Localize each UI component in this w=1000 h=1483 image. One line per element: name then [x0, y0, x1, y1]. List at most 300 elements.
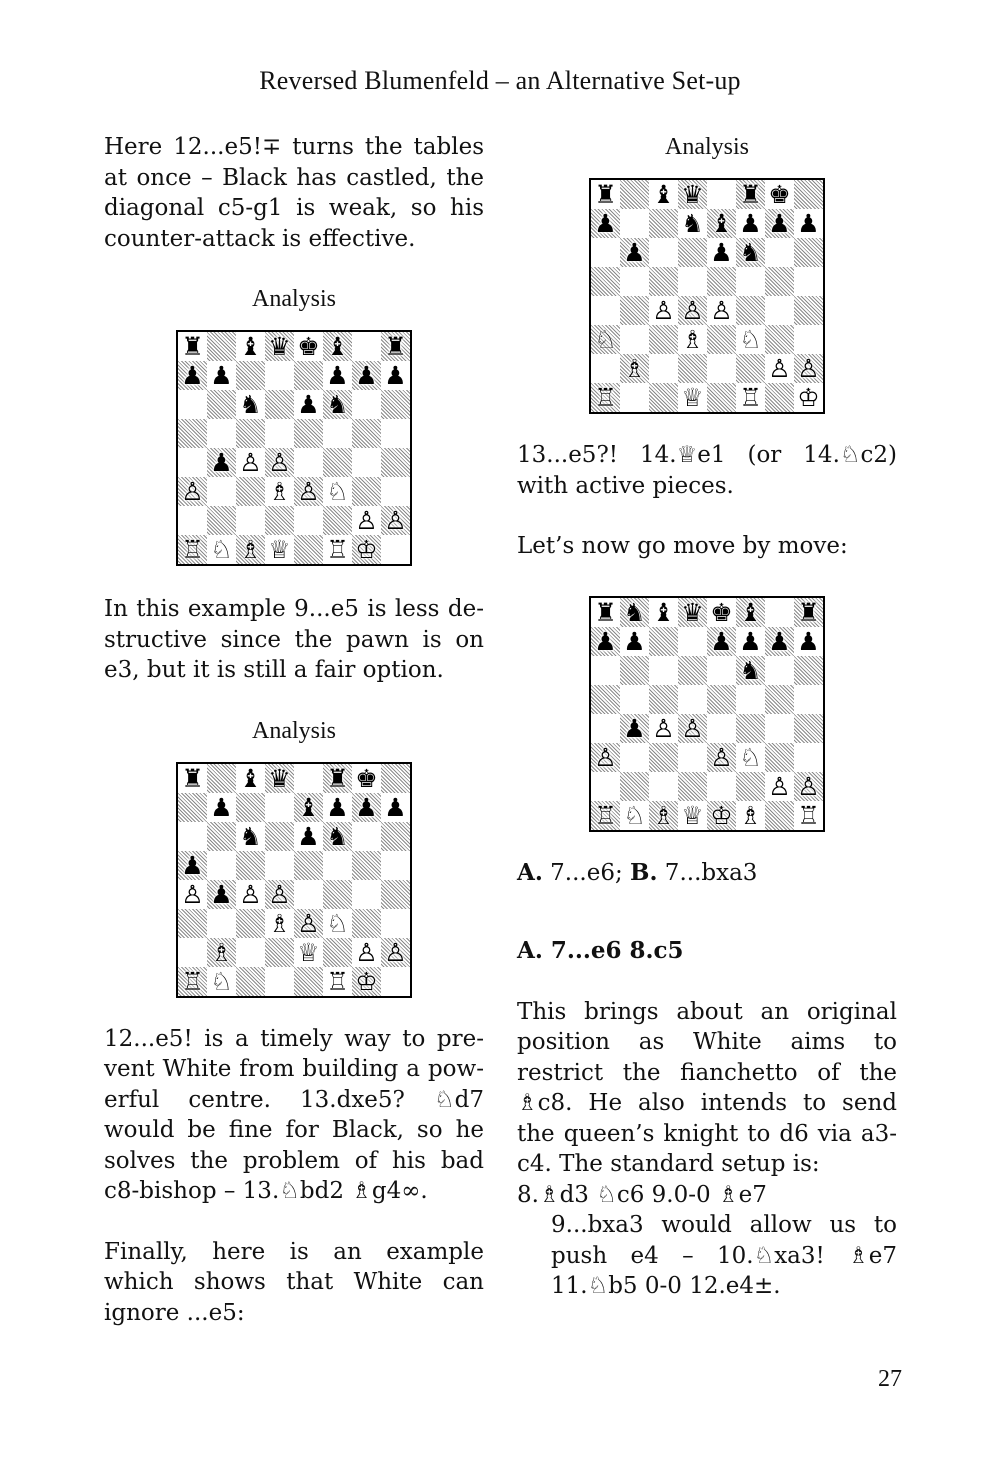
light-square [794, 801, 823, 830]
white-pawn-icon: ♙ [797, 354, 820, 383]
black-pawn-icon: ♟ [297, 390, 320, 419]
black-bishop-icon: ♝ [652, 180, 675, 209]
light-square [323, 419, 352, 448]
light-square [381, 361, 410, 390]
light-square [678, 743, 707, 772]
black-rook-icon: ♜ [594, 597, 617, 627]
dark-square [707, 801, 736, 830]
light-square [323, 361, 352, 390]
white-knight-icon: ♘ [739, 325, 762, 354]
chess-diagram [176, 762, 412, 998]
dark-square [591, 627, 620, 656]
black-pawn-icon: ♟ [384, 361, 407, 390]
black-bishop-icon: ♝ [297, 792, 320, 822]
dark-square [381, 448, 410, 477]
black-pawn-icon: ♟ [710, 238, 733, 267]
black-pawn-icon: ♟ [210, 879, 233, 909]
white-rook-icon: ♖ [594, 383, 617, 412]
dark-square [765, 383, 794, 412]
white-pawn-icon: ♙ [652, 296, 675, 325]
dark-square [236, 477, 265, 506]
dark-square [765, 801, 794, 830]
dark-square [381, 822, 410, 851]
dark-square [649, 383, 678, 412]
light-square [323, 967, 352, 996]
light-square [678, 267, 707, 296]
dark-square [765, 685, 794, 714]
white-king-icon: ♔ [355, 966, 378, 996]
white-pawn-icon: ♙ [384, 937, 407, 967]
white-queen-icon: ♕ [268, 535, 291, 564]
dark-square [678, 354, 707, 383]
light-square [294, 506, 323, 535]
black-pawn-icon: ♟ [797, 626, 820, 656]
black-bishop-icon: ♝ [652, 597, 675, 627]
black-pawn-icon: ♟ [355, 361, 378, 390]
light-square [591, 656, 620, 685]
light-square [236, 448, 265, 477]
paragraph-indented: 9...bxa3 would allow us to push e4 – 10.♘xa3! ♗e7 11.♘b5 0-0 12.e4±. [551, 1212, 897, 1299]
dark-square [381, 938, 410, 967]
white-pawn-icon: ♙ [297, 477, 320, 506]
light-square [352, 822, 381, 851]
black-pawn-icon: ♟ [210, 448, 233, 477]
dark-square [178, 419, 207, 448]
dark-square [765, 627, 794, 656]
dark-square [207, 332, 236, 361]
paragraph: Let’s now go move by move: [517, 533, 848, 559]
dark-square [736, 598, 765, 627]
black-rook-icon: ♜ [797, 597, 820, 627]
light-square [381, 967, 410, 996]
black-bishop-icon: ♝ [239, 332, 262, 361]
black-pawn-icon: ♟ [384, 792, 407, 822]
paragraph: 12...e5! is a timely way to prevent White from building a powerful centre. 13.dxe5? ♘d7 would be fine for Black, so he solves the problem of his bad c8-bishop – 13.♘bd2 ♗g4∞. [104, 1025, 484, 1204]
light-square [678, 325, 707, 354]
dark-square [207, 448, 236, 477]
left-column [104, 132, 484, 1328]
white-pawn-icon: ♙ [652, 713, 675, 743]
white-queen-icon: ♕ [297, 937, 320, 967]
dark-square [178, 477, 207, 506]
white-bishop-icon: ♗ [268, 908, 291, 938]
white-rook-icon: ♖ [326, 535, 349, 564]
light-square [794, 383, 823, 412]
light-square [207, 477, 236, 506]
dark-square [236, 851, 265, 880]
section-heading-text: A. 7...e6 8.c5 [517, 937, 684, 964]
light-square [352, 332, 381, 361]
dark-square [236, 909, 265, 938]
black-pawn-icon: ♟ [181, 850, 204, 880]
dark-square [620, 656, 649, 685]
white-queen-icon: ♕ [681, 383, 704, 412]
light-square [294, 938, 323, 967]
dark-square [294, 477, 323, 506]
black-queen-icon: ♛ [268, 763, 291, 793]
light-square [294, 332, 323, 361]
dark-square [294, 361, 323, 390]
white-knight-icon: ♘ [594, 325, 617, 354]
dark-square [649, 209, 678, 238]
black-pawn-icon: ♟ [326, 361, 349, 390]
dark-square [765, 267, 794, 296]
dark-square [765, 209, 794, 238]
dark-square [620, 238, 649, 267]
dark-square [265, 448, 294, 477]
white-bishop-icon: ♗ [681, 325, 704, 354]
paragraph: In this example 9...e5 is less destructive since the pawn is on e3, but it is still a fair option. [104, 596, 484, 683]
dark-square [591, 209, 620, 238]
black-bishop-icon: ♝ [239, 763, 262, 793]
dark-square [323, 390, 352, 419]
black-knight-icon: ♞ [239, 390, 262, 419]
black-knight-icon: ♞ [623, 597, 646, 627]
light-square [794, 325, 823, 354]
dark-square [649, 267, 678, 296]
black-bishop-icon: ♝ [326, 332, 349, 361]
dark-square [794, 598, 823, 627]
white-pawn-icon: ♙ [710, 742, 733, 772]
black-pawn-icon: ♟ [710, 626, 733, 656]
black-pawn-icon: ♟ [594, 626, 617, 656]
dark-square [620, 296, 649, 325]
dark-square [678, 656, 707, 685]
light-square [381, 851, 410, 880]
dark-square [620, 714, 649, 743]
white-rook-icon: ♖ [797, 800, 820, 830]
light-square [794, 627, 823, 656]
white-bishop-icon: ♗ [210, 937, 233, 967]
white-bishop-icon: ♗ [652, 800, 675, 830]
dark-square [678, 598, 707, 627]
white-pawn-icon: ♙ [768, 771, 791, 801]
light-square [178, 938, 207, 967]
light-square [649, 656, 678, 685]
black-pawn-icon: ♟ [797, 209, 820, 238]
black-king-icon: ♚ [297, 332, 320, 361]
dark-square [707, 627, 736, 656]
light-square [381, 793, 410, 822]
dark-square [794, 714, 823, 743]
dark-square [265, 880, 294, 909]
dark-square [207, 880, 236, 909]
section-heading [517, 936, 897, 967]
light-square [649, 714, 678, 743]
dark-square [178, 967, 207, 996]
light-square [381, 909, 410, 938]
white-pawn-icon: ♙ [268, 879, 291, 909]
black-king-icon: ♚ [710, 597, 733, 627]
white-pawn-icon: ♙ [181, 879, 204, 909]
dark-square [265, 764, 294, 793]
dark-square [678, 238, 707, 267]
light-square [591, 296, 620, 325]
white-rook-icon: ♖ [326, 966, 349, 996]
light-square [649, 772, 678, 801]
dark-square [794, 772, 823, 801]
black-pawn-icon: ♟ [297, 821, 320, 851]
black-rook-icon: ♜ [181, 332, 204, 361]
white-pawn-icon: ♙ [768, 354, 791, 383]
light-square [736, 801, 765, 830]
dark-square [649, 325, 678, 354]
light-square [736, 209, 765, 238]
light-square [649, 598, 678, 627]
light-square [323, 793, 352, 822]
light-square [323, 851, 352, 880]
white-pawn-icon: ♙ [710, 296, 733, 325]
dark-square [381, 332, 410, 361]
black-pawn-icon: ♟ [594, 209, 617, 238]
dark-square [620, 772, 649, 801]
light-square [178, 880, 207, 909]
light-square [236, 390, 265, 419]
dark-square [265, 390, 294, 419]
light-square [207, 909, 236, 938]
light-square [265, 477, 294, 506]
black-rook-icon: ♜ [384, 332, 407, 361]
light-square [736, 685, 765, 714]
dark-square [294, 793, 323, 822]
light-square [765, 238, 794, 267]
chess-diagram [589, 596, 825, 832]
dark-square [620, 598, 649, 627]
white-pawn-icon: ♙ [239, 448, 262, 477]
light-square [620, 383, 649, 412]
light-square [265, 535, 294, 564]
light-square [707, 238, 736, 267]
paragraph: Here 12...e5!∓ turns the tables at once – Black has castled, the diagonal c5-g1 is weak, so his counter-attack is effective. [104, 134, 484, 252]
white-pawn-icon: ♙ [297, 908, 320, 938]
light-square [265, 361, 294, 390]
black-bishop-icon: ♝ [739, 597, 762, 627]
light-square [236, 938, 265, 967]
dark-square [265, 822, 294, 851]
dark-square [707, 685, 736, 714]
light-square [207, 419, 236, 448]
dark-square [265, 938, 294, 967]
light-square [352, 938, 381, 967]
black-queen-icon: ♛ [268, 332, 291, 361]
dark-square [381, 506, 410, 535]
dark-square [294, 909, 323, 938]
dark-square [591, 325, 620, 354]
black-knight-icon: ♞ [239, 821, 262, 851]
dark-square [236, 419, 265, 448]
light-square [591, 598, 620, 627]
dark-square [352, 361, 381, 390]
white-knight-icon: ♘ [210, 535, 233, 564]
running-header: Reversed Blumenfeld – an Alternative Set-up [259, 66, 741, 95]
dark-square [352, 477, 381, 506]
dark-square [678, 714, 707, 743]
black-pawn-icon: ♟ [739, 209, 762, 238]
dark-square [352, 967, 381, 996]
light-square [620, 685, 649, 714]
dark-square [707, 325, 736, 354]
dark-square [323, 764, 352, 793]
light-square [591, 772, 620, 801]
white-pawn-icon: ♙ [681, 296, 704, 325]
light-square [294, 390, 323, 419]
black-knight-icon: ♞ [739, 238, 762, 267]
light-square [620, 627, 649, 656]
dark-square [236, 535, 265, 564]
light-square [178, 822, 207, 851]
light-square [765, 296, 794, 325]
dark-square [178, 535, 207, 564]
black-rook-icon: ♜ [326, 763, 349, 793]
dark-square [765, 743, 794, 772]
white-bishop-icon: ♗ [239, 535, 262, 564]
light-square [236, 332, 265, 361]
white-king-icon: ♔ [797, 383, 820, 412]
dark-square [678, 180, 707, 209]
dark-square [794, 238, 823, 267]
dark-square [591, 383, 620, 412]
black-pawn-icon: ♟ [768, 209, 791, 238]
black-knight-icon: ♞ [739, 655, 762, 685]
diagram-caption: Analysis [252, 286, 336, 312]
light-square [178, 448, 207, 477]
dark-square [649, 801, 678, 830]
white-pawn-icon: ♙ [797, 771, 820, 801]
light-square [178, 506, 207, 535]
dark-square [381, 764, 410, 793]
black-rook-icon: ♜ [594, 180, 617, 209]
light-square [294, 764, 323, 793]
light-square [265, 967, 294, 996]
dark-square [207, 506, 236, 535]
light-square [265, 909, 294, 938]
dark-square [207, 764, 236, 793]
light-square [707, 180, 736, 209]
white-pawn-icon: ♙ [268, 448, 291, 477]
white-knight-icon: ♘ [326, 908, 349, 938]
light-square [649, 180, 678, 209]
light-square [178, 332, 207, 361]
option-text: 7...e6; [542, 859, 631, 886]
dark-square [236, 967, 265, 996]
light-square [765, 772, 794, 801]
light-square [794, 743, 823, 772]
light-square [323, 535, 352, 564]
light-square [591, 354, 620, 383]
light-square [265, 793, 294, 822]
light-square [294, 448, 323, 477]
white-pawn-icon: ♙ [594, 742, 617, 772]
dark-square [352, 851, 381, 880]
black-knight-icon: ♞ [681, 209, 704, 238]
dark-square [678, 296, 707, 325]
light-square [794, 685, 823, 714]
white-pawn-icon: ♙ [681, 713, 704, 743]
light-square [707, 598, 736, 627]
paragraph: Finally, here is an example which shows that White can ignore ...e5: [104, 1238, 484, 1326]
white-king-icon: ♔ [710, 800, 733, 830]
dark-square [352, 793, 381, 822]
option-text: 7...bxa3 [657, 859, 758, 886]
light-square [294, 880, 323, 909]
black-knight-icon: ♞ [326, 390, 349, 419]
light-square [620, 209, 649, 238]
dark-square [207, 822, 236, 851]
light-square [178, 764, 207, 793]
dark-square [178, 793, 207, 822]
black-pawn-icon: ♟ [623, 238, 646, 267]
light-square [323, 909, 352, 938]
dark-square [591, 801, 620, 830]
dark-square [649, 743, 678, 772]
light-square [352, 448, 381, 477]
dark-square [294, 967, 323, 996]
light-square [352, 880, 381, 909]
light-square [265, 851, 294, 880]
diagram-caption: Analysis [665, 134, 749, 160]
light-square [207, 361, 236, 390]
white-bishop-icon: ♗ [623, 354, 646, 383]
dark-square [794, 656, 823, 685]
dark-square [294, 535, 323, 564]
dark-square [178, 361, 207, 390]
light-square [794, 267, 823, 296]
light-square [352, 764, 381, 793]
light-square [620, 267, 649, 296]
black-pawn-icon: ♟ [623, 713, 646, 743]
light-square [707, 772, 736, 801]
paragraph: 13...e5?! 14.♕e1 (or 14.♘c2) with active pieces. [517, 442, 897, 499]
light-square [352, 390, 381, 419]
dark-square [591, 267, 620, 296]
light-square [765, 656, 794, 685]
white-rook-icon: ♖ [594, 800, 617, 830]
black-pawn-icon: ♟ [739, 626, 762, 656]
light-square [765, 598, 794, 627]
light-square [591, 714, 620, 743]
black-pawn-icon: ♟ [768, 626, 791, 656]
dark-square [207, 938, 236, 967]
light-square [178, 390, 207, 419]
black-pawn-icon: ♟ [355, 792, 378, 822]
dark-square [736, 238, 765, 267]
light-square [236, 764, 265, 793]
light-square [207, 967, 236, 996]
light-square [323, 477, 352, 506]
black-pawn-icon: ♟ [210, 361, 233, 390]
light-square [736, 743, 765, 772]
light-square [207, 535, 236, 564]
dark-square [736, 656, 765, 685]
dark-square [236, 793, 265, 822]
dark-square [678, 772, 707, 801]
variation-options [517, 858, 897, 889]
dark-square [265, 332, 294, 361]
dark-square [323, 880, 352, 909]
dark-square [707, 267, 736, 296]
light-square [678, 627, 707, 656]
dark-square [323, 506, 352, 535]
page-number: 27 [878, 1366, 902, 1392]
dark-square [381, 880, 410, 909]
option-label: B. [630, 858, 658, 886]
black-pawn-icon: ♟ [210, 792, 233, 822]
dark-square [294, 419, 323, 448]
light-square [707, 656, 736, 685]
light-square [765, 180, 794, 209]
black-pawn-icon: ♟ [623, 626, 646, 656]
white-pawn-icon: ♙ [355, 937, 378, 967]
